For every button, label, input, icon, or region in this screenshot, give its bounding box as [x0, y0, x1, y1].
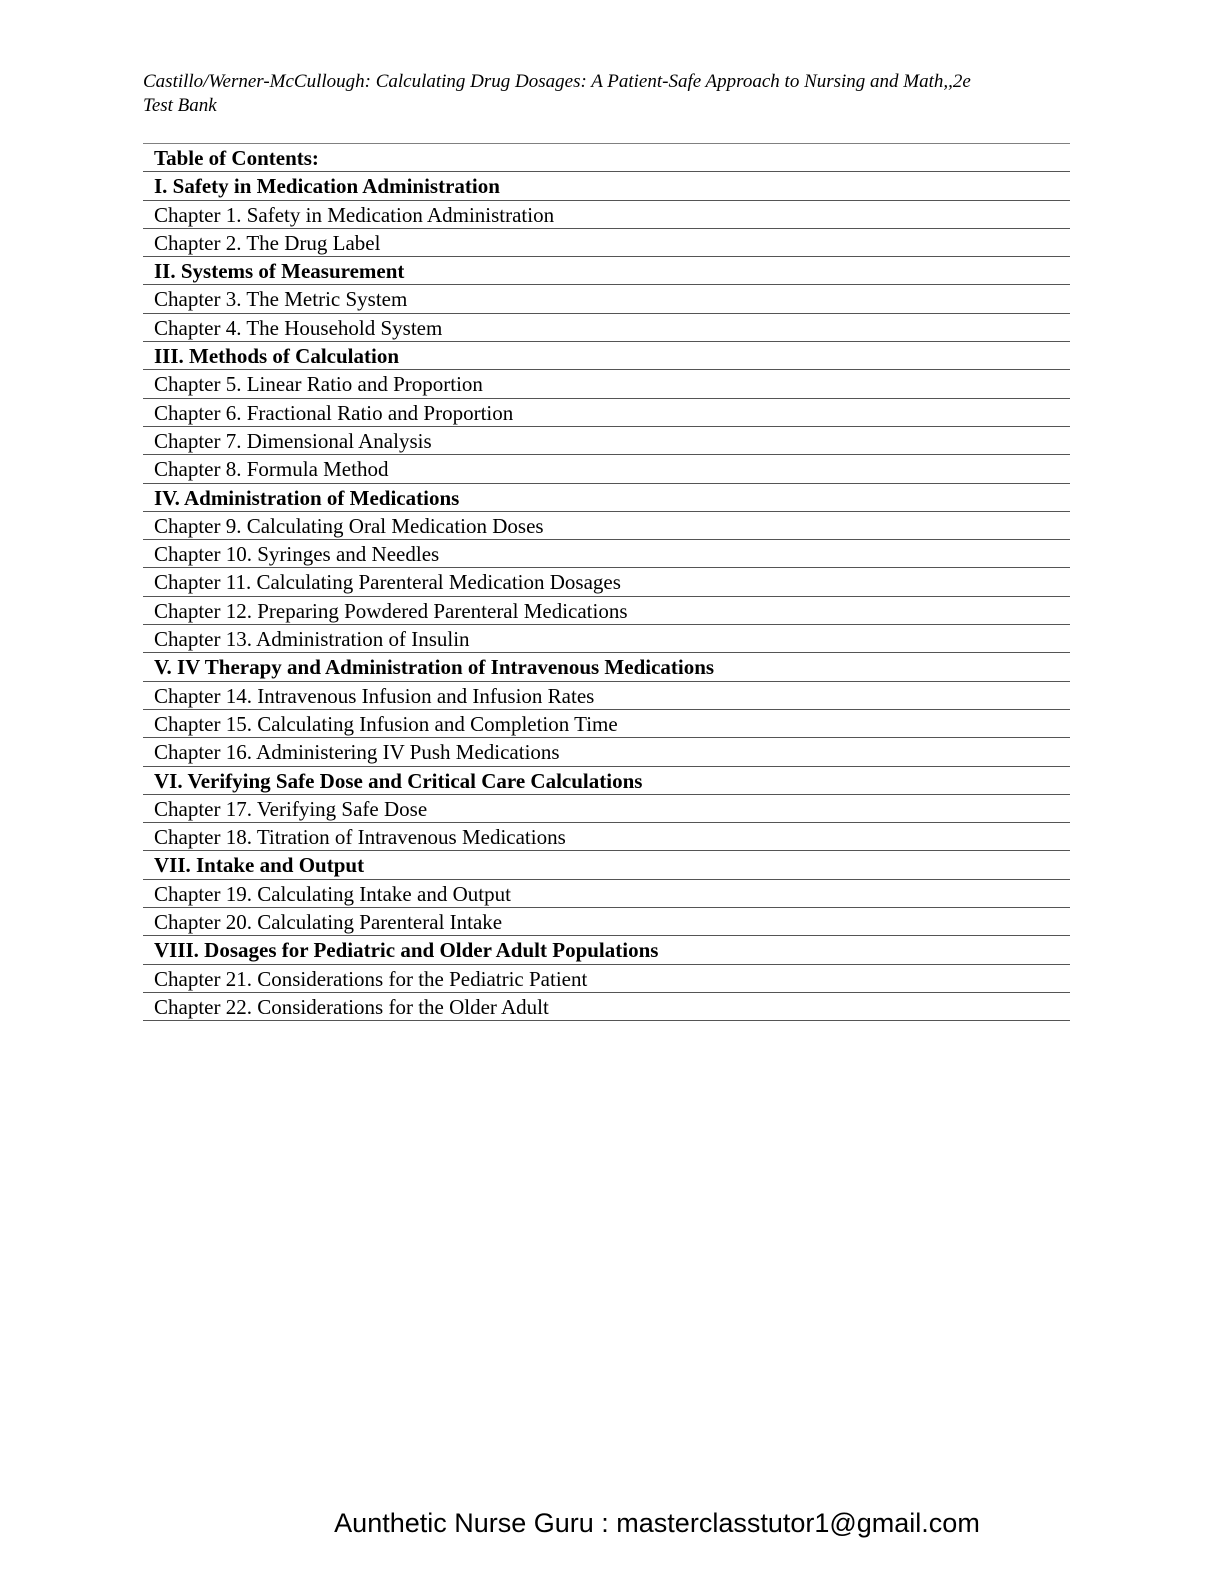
- toc-chapter-item: Chapter 14. Intravenous Infusion and Infusion Rates: [143, 682, 1070, 710]
- toc-section-heading: V. IV Therapy and Administration of Intravenous Medications: [143, 653, 1070, 681]
- toc-chapter-item: Chapter 3. The Metric System: [143, 285, 1070, 313]
- toc-section-heading: IV. Administration of Medications: [143, 484, 1070, 512]
- toc-chapter-item: Chapter 16. Administering IV Push Medications: [143, 738, 1070, 766]
- toc-chapter-item: Chapter 2. The Drug Label: [143, 229, 1070, 257]
- toc-chapter-item: Chapter 20. Calculating Parenteral Intake: [143, 908, 1070, 936]
- toc-section-heading: VI. Verifying Safe Dose and Critical Care Calculations: [143, 767, 1070, 795]
- toc-chapter-item: Chapter 12. Preparing Powdered Parenteral Medications: [143, 597, 1070, 625]
- toc-section-heading: VII. Intake and Output: [143, 851, 1070, 879]
- toc-section-heading: Table of Contents:: [143, 144, 1070, 172]
- toc-chapter-item: Chapter 6. Fractional Ratio and Proportion: [143, 399, 1070, 427]
- footer-watermark: [0, 1505, 1224, 1541]
- table-of-contents: [143, 143, 1070, 1021]
- toc-section-heading: II. Systems of Measurement: [143, 257, 1070, 285]
- toc-chapter-item: Chapter 11. Calculating Parenteral Medication Dosages: [143, 568, 1070, 596]
- header-subtitle: Test Bank: [143, 95, 217, 116]
- toc-chapter-item: Chapter 1. Safety in Medication Administration: [143, 201, 1070, 229]
- toc-chapter-item: Chapter 18. Titration of Intravenous Medications: [143, 823, 1070, 851]
- toc-chapter-item: Chapter 15. Calculating Infusion and Completion Time: [143, 710, 1070, 738]
- toc-chapter-item: Chapter 9. Calculating Oral Medication Doses: [143, 512, 1070, 540]
- footer-contact-text: Aunthetic Nurse Guru : masterclasstutor1@gmail.com: [334, 1508, 980, 1538]
- toc-chapter-item: Chapter 4. The Household System: [143, 314, 1070, 342]
- toc-chapter-item: Chapter 5. Linear Ratio and Proportion: [143, 370, 1070, 398]
- toc-section-heading: VIII. Dosages for Pediatric and Older Adult Populations: [143, 936, 1070, 964]
- header-book-title: Castillo/Werner-McCullough: Calculating Drug Dosages: A Patient-Safe Approach to Nursing and Math,,2e: [143, 71, 971, 92]
- document-header: [143, 70, 1083, 118]
- toc-chapter-item: Chapter 22. Considerations for the Older Adult: [143, 993, 1070, 1021]
- toc-chapter-item: Chapter 10. Syringes and Needles: [143, 540, 1070, 568]
- toc-section-heading: I. Safety in Medication Administration: [143, 172, 1070, 200]
- toc-chapter-item: Chapter 7. Dimensional Analysis: [143, 427, 1070, 455]
- toc-chapter-item: Chapter 13. Administration of Insulin: [143, 625, 1070, 653]
- toc-chapter-item: Chapter 21. Considerations for the Pediatric Patient: [143, 965, 1070, 993]
- toc-chapter-item: Chapter 17. Verifying Safe Dose: [143, 795, 1070, 823]
- toc-chapter-item: Chapter 19. Calculating Intake and Output: [143, 880, 1070, 908]
- toc-section-heading: III. Methods of Calculation: [143, 342, 1070, 370]
- toc-chapter-item: Chapter 8. Formula Method: [143, 455, 1070, 483]
